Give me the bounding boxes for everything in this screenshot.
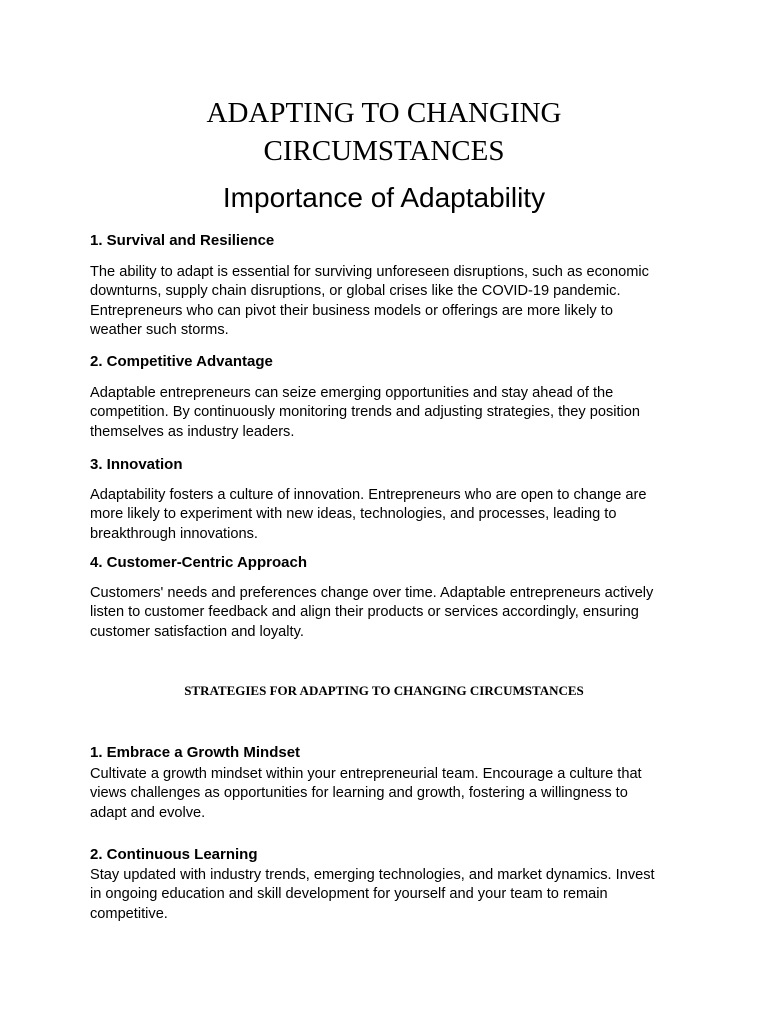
strategy-body-continuous-learning: Stay updated with industry trends, emerging technologies, and market dynamics. Invest in ongoing education and skill development for yourself and your team to remain competitive. (90, 867, 655, 922)
importance-body-competitive: Adaptable entrepreneurs can seize emerging opportunities and stay ahead of the competition. By continuously monitoring trends and adjusting strategies, they position themselves as industry leaders. (90, 385, 641, 440)
importance-heading-competitive: 2. Competitive Advantage (90, 353, 273, 370)
importance-body-customer: Customers' needs and preferences change over time. Adaptable entrepreneurs actively listen to customer feedback and align their products or services accordingly, ensuring customer satisfaction and loyalty. (90, 585, 654, 640)
strategy-heading-continuous-learning: 2. Continuous Learning (90, 846, 258, 863)
strategy-heading-growth-mindset: 1. Embrace a Growth Mindset (90, 744, 301, 761)
importance-heading-survival: 1. Survival and Resilience (90, 232, 275, 249)
importance-body-innovation: Adaptability fosters a culture of innovation. Entrepreneurs who are open to change are more likely to experiment with new ideas, technologies, and processes, leading to breakthrough innovations. (90, 487, 647, 542)
section-title-strategies: STRATEGIES FOR ADAPTING TO CHANGING CIRCUMSTANCES (184, 683, 584, 698)
importance-heading-innovation: 3. Innovation (90, 456, 183, 473)
document-title-line-1: ADAPTING TO CHANGING (206, 97, 562, 129)
document-title-line-2: CIRCUMSTANCES (263, 135, 505, 167)
section-title-importance: Importance of Adaptability (222, 182, 546, 213)
document-title (0, 94, 768, 170)
importance-heading-customer: 4. Customer-Centric Approach (90, 554, 307, 571)
strategy-body-growth-mindset: Cultivate a growth mindset within your entrepreneurial team. Encourage a culture that views challenges as opportunities for learning and growth, fostering a willingness to adapt and evolve. (90, 766, 642, 821)
importance-body-survival: The ability to adapt is essential for surviving unforeseen disruptions, such as economic downturns, supply chain disruptions, or global crises like the COVID-19 pandemic. Entrepreneurs who can pivot their business models or offerings are more likely to weather such storms. (90, 264, 649, 339)
